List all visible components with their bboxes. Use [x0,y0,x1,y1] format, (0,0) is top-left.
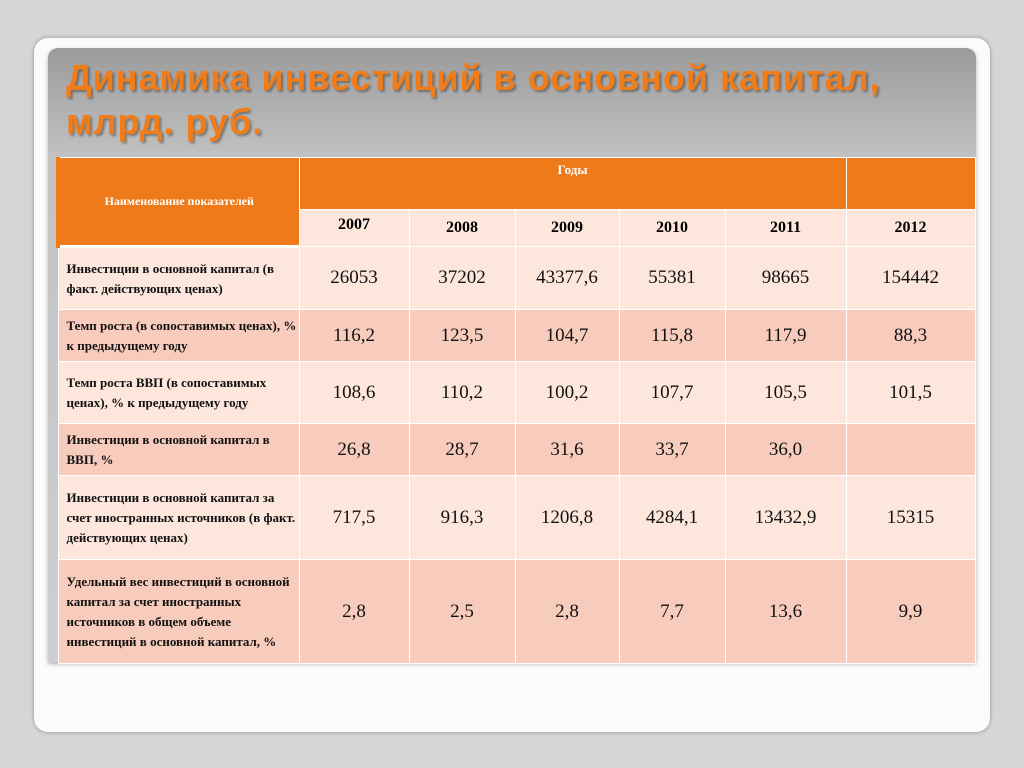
value-cell: 2,5 [409,560,515,664]
value-cell [846,424,975,476]
value-cell: 13432,9 [725,476,846,560]
investment-table [56,157,976,664]
value-cell: 717,5 [299,476,409,560]
value-cell: 13,6 [725,560,846,664]
value-cell: 9,9 [846,560,975,664]
year-cell: 2011 [725,210,846,247]
value-cell: 4284,1 [619,476,725,560]
value-cell: 116,2 [299,310,409,362]
value-cell: 105,5 [725,362,846,424]
value-cell: 2,8 [299,560,409,664]
value-cell: 37202 [409,247,515,310]
year-cell: 2008 [409,210,515,247]
value-cell: 107,7 [619,362,725,424]
value-cell: 43377,6 [515,247,619,310]
year-cell: 2012 [846,210,975,247]
year-cell: 2007 [299,210,409,247]
value-cell: 7,7 [619,560,725,664]
slide-title: Динамика инвестиций в основной капитал, млрд. руб. [66,57,881,142]
value-cell: 115,8 [619,310,725,362]
row-label: Темп роста ВВП (в сопоставимых ценах), % к предыдущему году [58,362,299,424]
row-label: Темп роста (в сопоставимых ценах), % к предыдущему году [58,310,299,362]
value-cell: 33,7 [619,424,725,476]
year-cell: 2010 [619,210,725,247]
value-cell: 36,0 [725,424,846,476]
value-cell: 104,7 [515,310,619,362]
name-header: Наименование показателей [58,158,299,247]
row-label: Инвестиции в основной капитал в ВВП, % [58,424,299,476]
table-row [58,247,975,310]
row-label: Инвестиции в основной капитал (в факт. действующих ценах) [58,247,299,310]
value-cell: 110,2 [409,362,515,424]
table-row [58,424,975,476]
value-cell: 123,5 [409,310,515,362]
years-header: Годы [299,158,846,210]
value-cell: 108,6 [299,362,409,424]
value-cell: 2,8 [515,560,619,664]
row-label: Инвестиции в основной капитал за счет иностранных источников (в факт. действующих ценах) [58,476,299,560]
value-cell: 31,6 [515,424,619,476]
table-row [58,476,975,560]
value-cell: 26,8 [299,424,409,476]
value-cell: 26053 [299,247,409,310]
value-cell: 15315 [846,476,975,560]
value-cell: 1206,8 [515,476,619,560]
value-cell: 28,7 [409,424,515,476]
value-cell: 100,2 [515,362,619,424]
value-cell: 55381 [619,247,725,310]
value-cell: 916,3 [409,476,515,560]
value-cell: 101,5 [846,362,975,424]
value-cell: 117,9 [725,310,846,362]
table-row [58,362,975,424]
year-cell: 2009 [515,210,619,247]
table-row [58,560,975,664]
table-row [58,310,975,362]
header-row [58,158,975,210]
value-cell: 88,3 [846,310,975,362]
value-cell: 98665 [725,247,846,310]
years-header-blank [846,158,975,210]
value-cell: 154442 [846,247,975,310]
row-label: Удельный вес инвестиций в основной капитал за счет иностранных источников в общем объеме инвестиций в основной капитал, % [58,560,299,664]
